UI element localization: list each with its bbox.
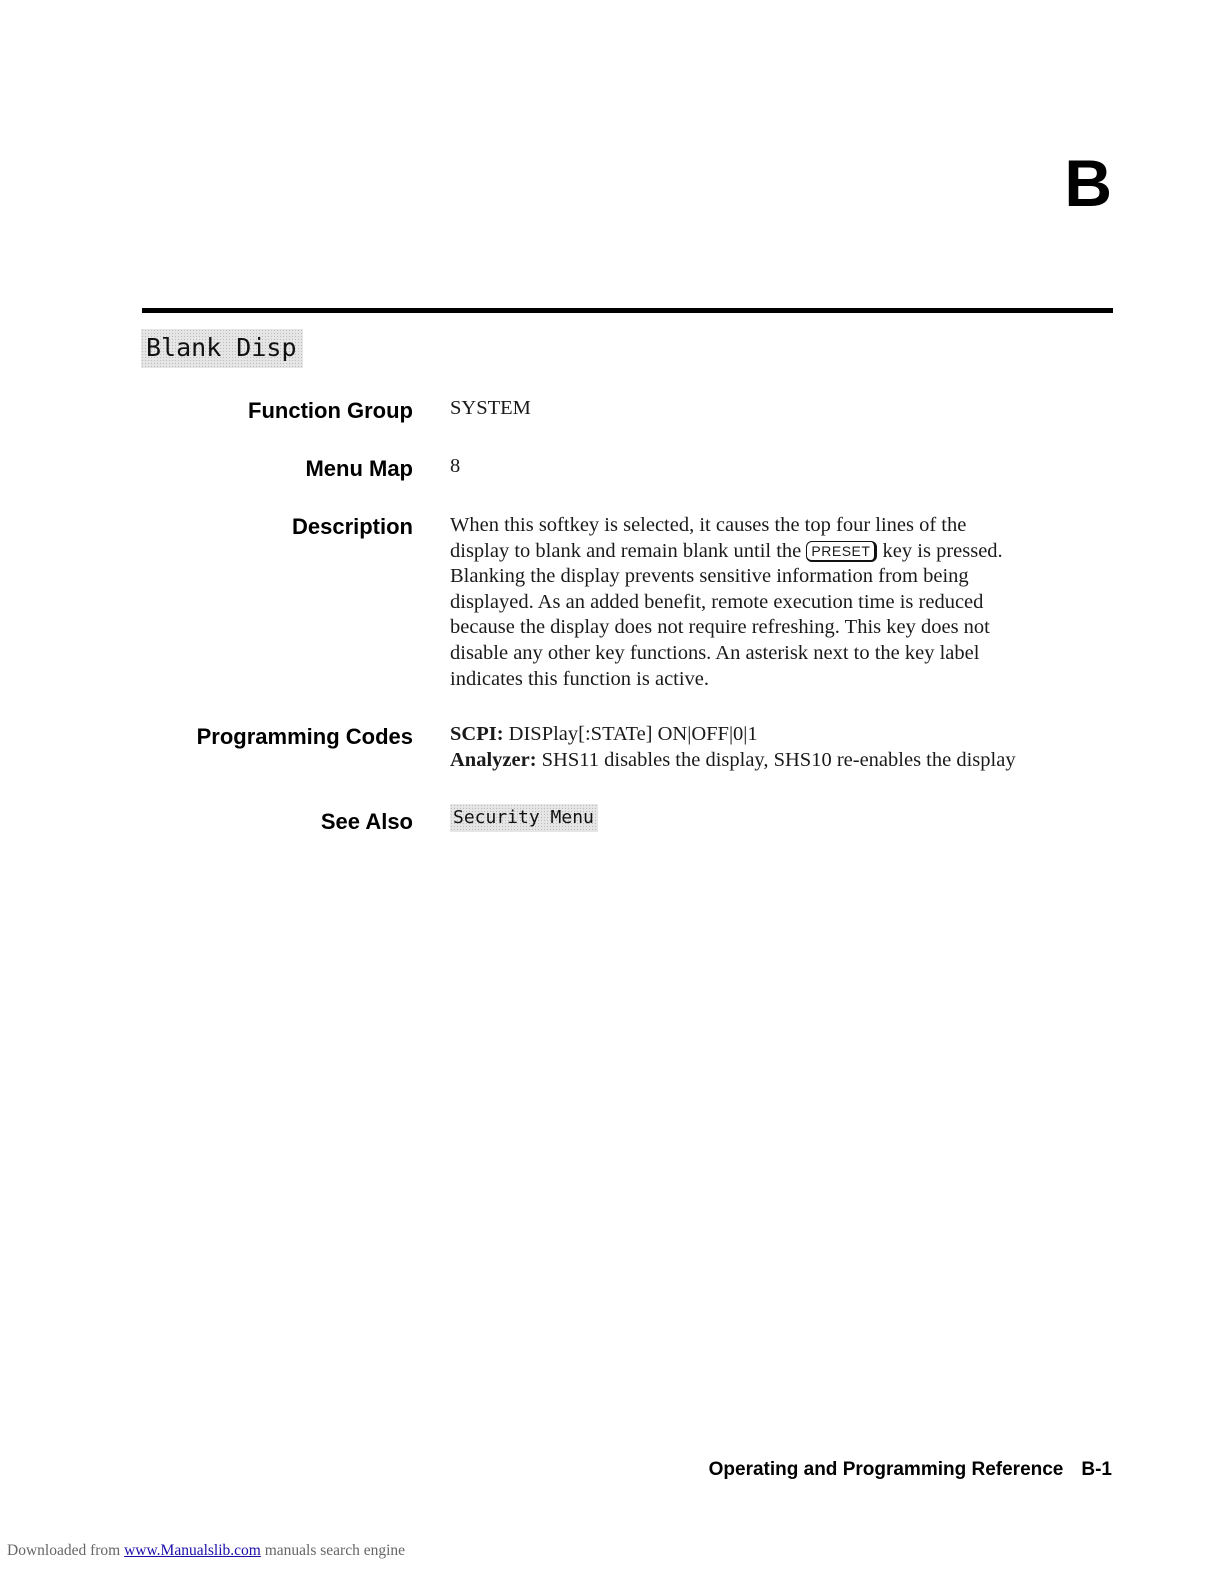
description-line: because the display does not require refreshing. This key does not (450, 616, 990, 639)
page-number: B-1 (1081, 1459, 1112, 1480)
analyzer-label: Analyzer: (450, 748, 537, 771)
description-label: Description (291, 514, 413, 539)
scpi-value: DISPlay[:STATe] ON|OFF|0|1 (503, 723, 758, 745)
programming-codes-body (450, 722, 1110, 773)
download-suffix: manuals search engine (260, 1542, 406, 1559)
function-group-label: Function Group (248, 398, 413, 423)
see-also-label: See Also (320, 809, 413, 834)
function-group-value: SYSTEM (450, 397, 531, 419)
chapter-letter: B (1064, 146, 1112, 220)
description-line: Blanking the display prevents sensitive information from being (450, 565, 969, 588)
analyzer-value: SHS11 disables the display, SHS10 re-enables the display (536, 748, 1016, 771)
page-footer (709, 1458, 1112, 1482)
scpi-label: SCPI: (450, 723, 504, 745)
download-note (7, 1541, 405, 1561)
see-also-body (450, 804, 1110, 832)
security-menu-link[interactable]: Security Menu (450, 804, 598, 832)
scpi-line (450, 722, 1110, 748)
description-line: indicates this function is active. (450, 667, 710, 690)
description-text: key is pressed. (877, 539, 1003, 562)
menu-map-label: Menu Map (305, 456, 413, 481)
description-body (450, 513, 1110, 692)
preset-key: PRESET (806, 541, 877, 562)
programming-codes-label: Programming Codes (196, 724, 413, 749)
manualslib-link[interactable]: www.Manualslib.com (124, 1542, 261, 1559)
description-line (450, 539, 1110, 565)
download-prefix: Downloaded from (7, 1542, 125, 1559)
menu-map-value: 8 (450, 455, 461, 477)
description-line: displayed. As an added benefit, remote execution time is reduced (450, 590, 984, 613)
footer-title: Operating and Programming Reference (708, 1459, 1064, 1480)
description-text: display to blank and remain blank until the (450, 539, 807, 562)
description-line: disable any other key functions. An asterisk next to the key label (450, 641, 980, 664)
softkey-title: Blank Disp (141, 329, 303, 368)
description-line: When this softkey is selected, it causes the top four lines of the (450, 514, 967, 536)
analyzer-line (450, 748, 1110, 774)
section-divider (142, 308, 1113, 313)
